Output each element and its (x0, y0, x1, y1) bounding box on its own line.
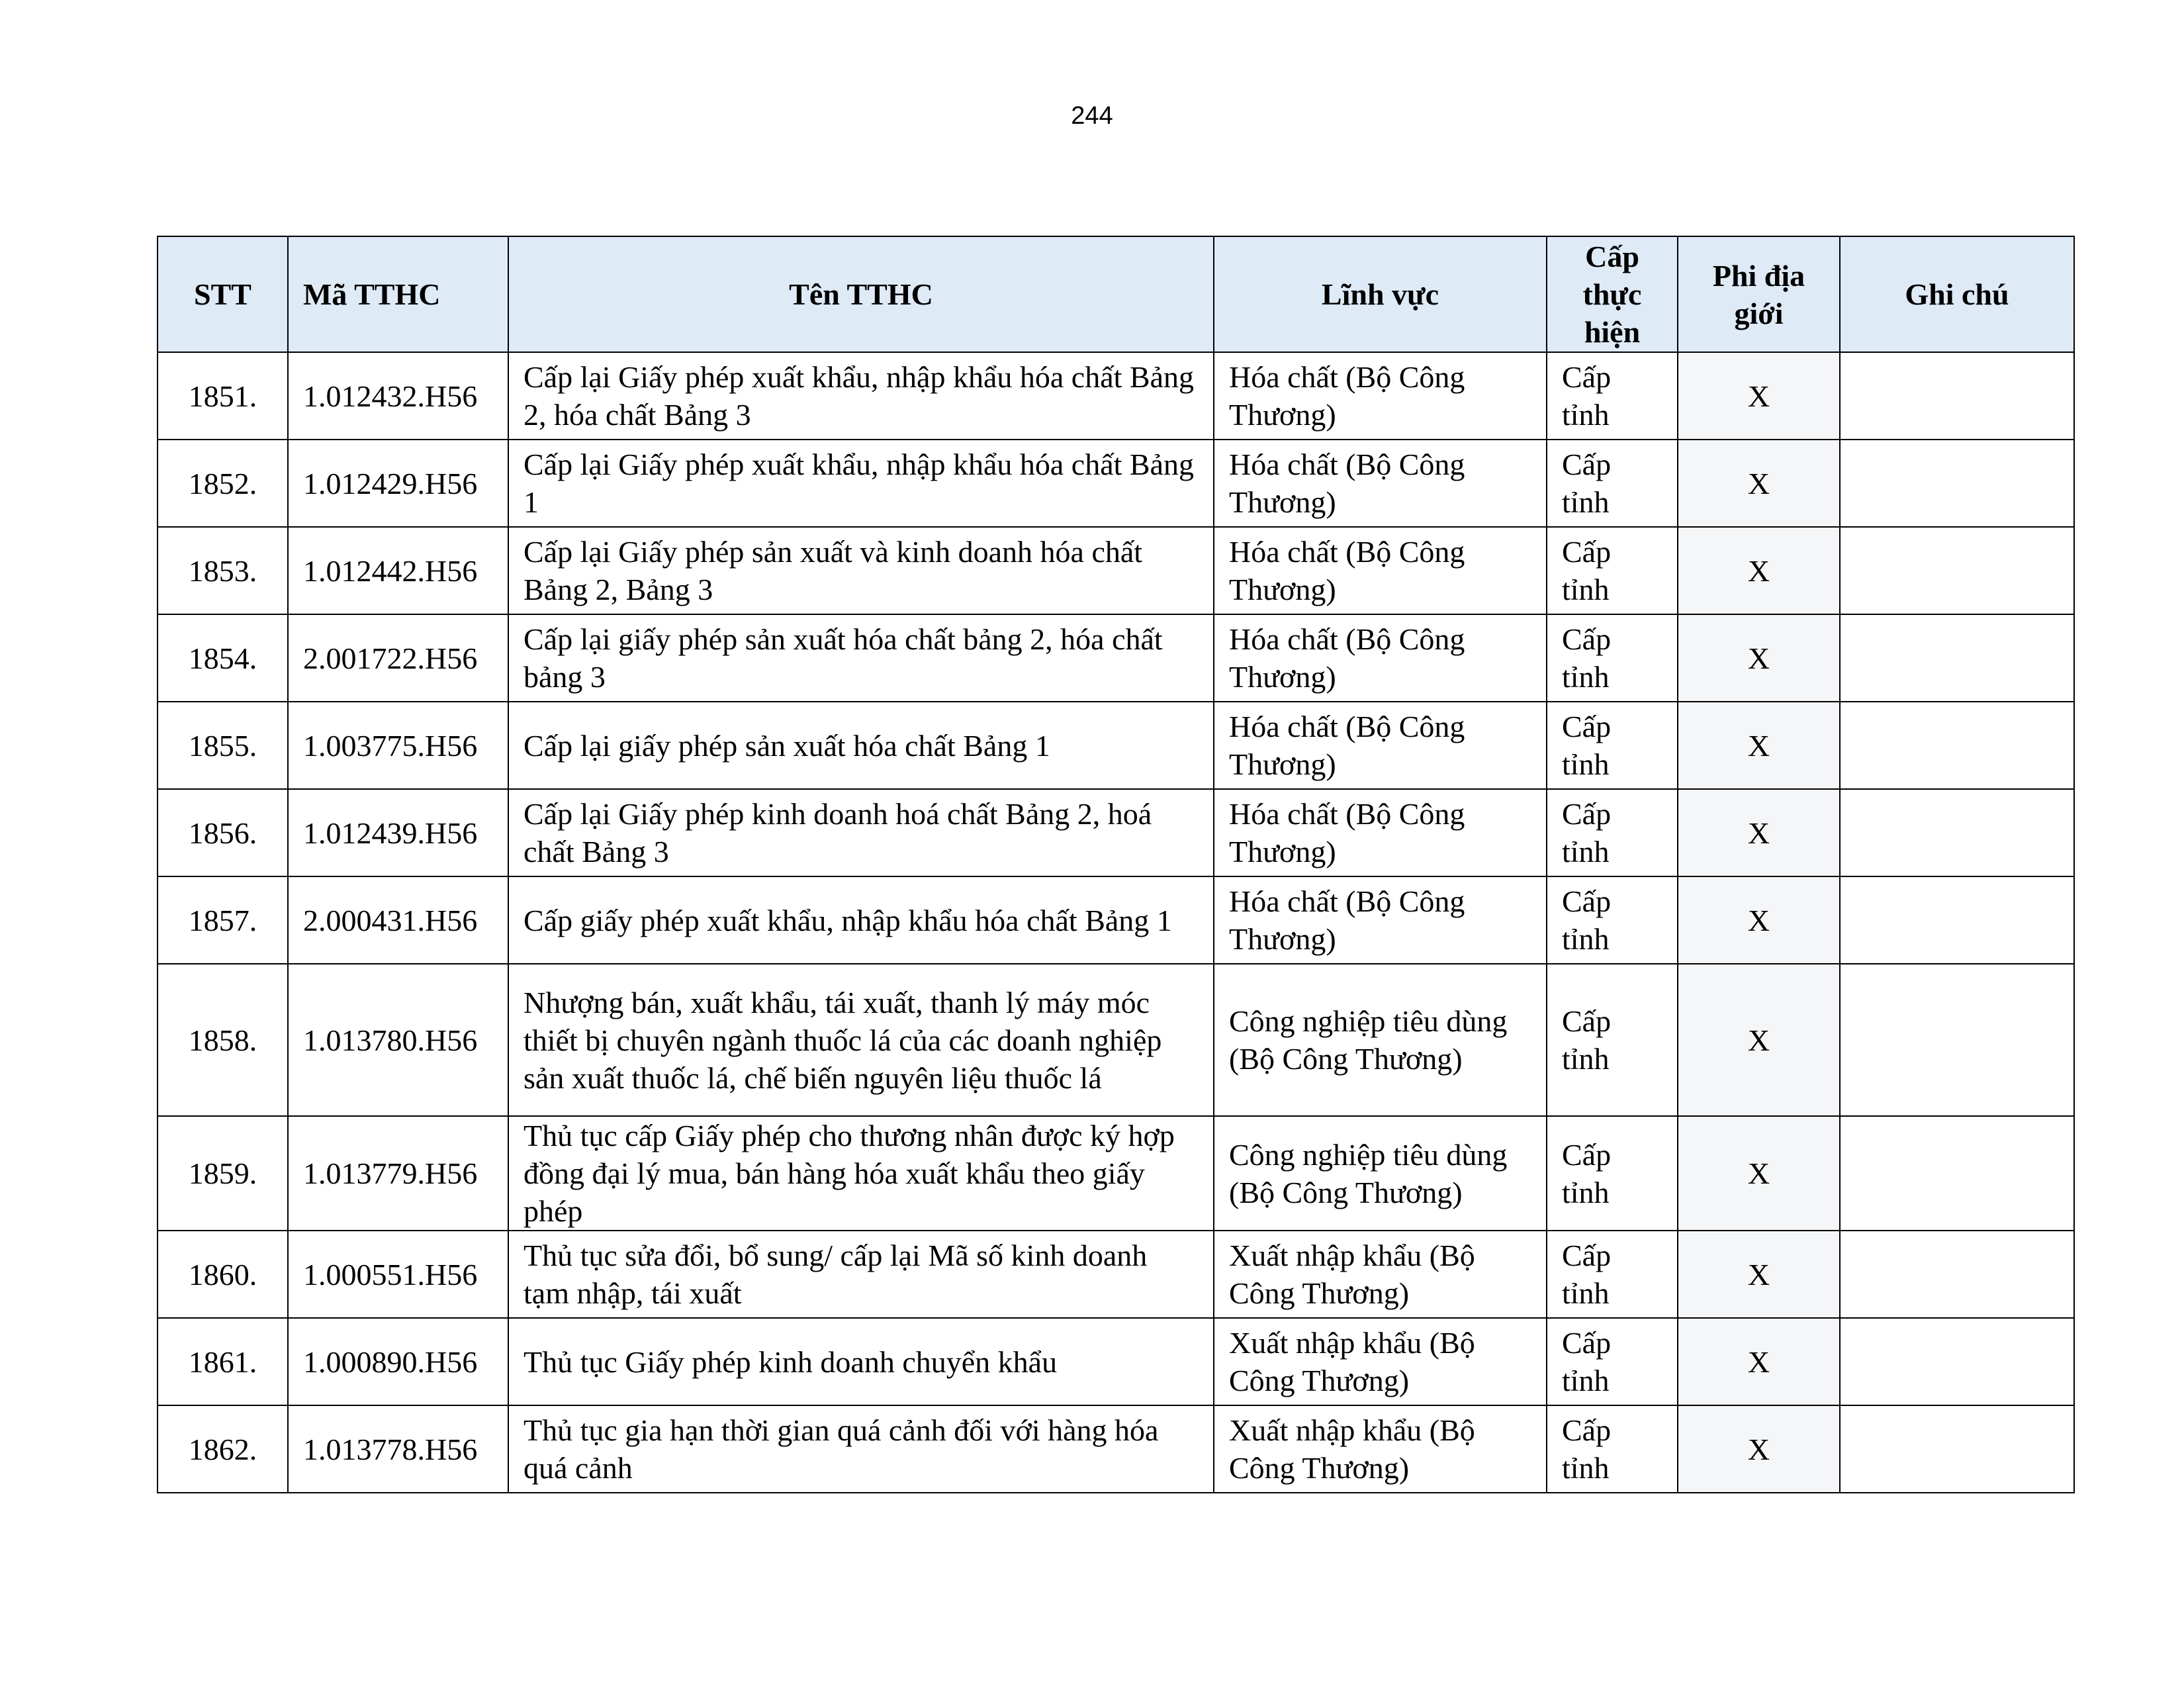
cell-level: Cấp tỉnh (1547, 527, 1678, 614)
cell-field: Xuất nhập khẩu (Bộ Công Thương) (1214, 1318, 1547, 1405)
cell-code: 2.001722.H56 (288, 614, 508, 702)
table-row (158, 876, 2074, 964)
cell-note (1840, 440, 2074, 527)
cell-level: Cấp tỉnh (1547, 1116, 1678, 1231)
cell-stt: 1858. (158, 964, 288, 1116)
table-row (158, 1231, 2074, 1318)
page-number: 244 (1071, 102, 1113, 130)
table-row (158, 964, 2074, 1116)
cell-level: Cấp tỉnh (1547, 789, 1678, 876)
cell-non-border: X (1678, 1318, 1840, 1405)
cell-stt: 1853. (158, 527, 288, 614)
cell-non-border: X (1678, 789, 1840, 876)
cell-note (1840, 876, 2074, 964)
cell-note (1840, 614, 2074, 702)
cell-note (1840, 702, 2074, 789)
cell-name: Cấp lại Giấy phép sản xuất và kinh doanh hóa chất Bảng 2, Bảng 3 (508, 527, 1214, 614)
cell-note (1840, 1116, 2074, 1231)
cell-non-border: X (1678, 1231, 1840, 1318)
cell-stt: 1862. (158, 1405, 288, 1493)
table-row (158, 702, 2074, 789)
cell-code: 1.012439.H56 (288, 789, 508, 876)
header-level: Cấp thực hiện (1547, 236, 1678, 352)
table-row (158, 789, 2074, 876)
cell-field: Xuất nhập khẩu (Bộ Công Thương) (1214, 1405, 1547, 1493)
cell-code: 2.000431.H56 (288, 876, 508, 964)
table-row (158, 527, 2074, 614)
cell-name: Nhượng bán, xuất khẩu, tái xuất, thanh lý máy móc thiết bị chuyên ngành thuốc lá của các doanh nghiệp sản xuất thuốc lá, chế biến nguyên liệu thuốc lá (508, 964, 1214, 1116)
header-note: Ghi chú (1840, 236, 2074, 352)
header-non-border: Phi địa giới (1678, 236, 1840, 352)
cell-field: Hóa chất (Bộ Công Thương) (1214, 440, 1547, 527)
table-row (158, 352, 2074, 440)
cell-field: Công nghiệp tiêu dùng (Bộ Công Thương) (1214, 964, 1547, 1116)
cell-non-border: X (1678, 440, 1840, 527)
cell-note (1840, 1405, 2074, 1493)
cell-non-border: X (1678, 964, 1840, 1116)
cell-non-border: X (1678, 527, 1840, 614)
cell-non-border: X (1678, 1405, 1840, 1493)
cell-name: Cấp giấy phép xuất khẩu, nhập khẩu hóa chất Bảng 1 (508, 876, 1214, 964)
cell-note (1840, 527, 2074, 614)
cell-level: Cấp tỉnh (1547, 964, 1678, 1116)
cell-code: 1.003775.H56 (288, 702, 508, 789)
table-row (158, 440, 2074, 527)
cell-level: Cấp tỉnh (1547, 1231, 1678, 1318)
table-row (158, 1116, 2074, 1231)
cell-name: Thủ tục cấp Giấy phép cho thương nhân được ký hợp đồng đại lý mua, bán hàng hóa xuất khẩu theo giấy phép (508, 1116, 1214, 1231)
cell-level: Cấp tỉnh (1547, 1318, 1678, 1405)
table-row (158, 614, 2074, 702)
header-field: Lĩnh vực (1214, 236, 1547, 352)
cell-level: Cấp tỉnh (1547, 876, 1678, 964)
cell-level: Cấp tỉnh (1547, 1405, 1678, 1493)
cell-stt: 1852. (158, 440, 288, 527)
cell-field: Xuất nhập khẩu (Bộ Công Thương) (1214, 1231, 1547, 1318)
cell-code: 1.000890.H56 (288, 1318, 508, 1405)
cell-stt: 1854. (158, 614, 288, 702)
cell-field: Công nghiệp tiêu dùng (Bộ Công Thương) (1214, 1116, 1547, 1231)
table-row (158, 1405, 2074, 1493)
cell-code: 1.013779.H56 (288, 1116, 508, 1231)
cell-name: Cấp lại Giấy phép kinh doanh hoá chất Bảng 2, hoá chất Bảng 3 (508, 789, 1214, 876)
cell-field: Hóa chất (Bộ Công Thương) (1214, 352, 1547, 440)
cell-code: 1.012429.H56 (288, 440, 508, 527)
cell-name: Thủ tục gia hạn thời gian quá cảnh đối với hàng hóa quá cảnh (508, 1405, 1214, 1493)
cell-note (1840, 352, 2074, 440)
cell-name: Cấp lại Giấy phép xuất khẩu, nhập khẩu hóa chất Bảng 1 (508, 440, 1214, 527)
cell-level: Cấp tỉnh (1547, 440, 1678, 527)
cell-name: Cấp lại Giấy phép xuất khẩu, nhập khẩu hóa chất Bảng 2, hóa chất Bảng 3 (508, 352, 1214, 440)
cell-stt: 1855. (158, 702, 288, 789)
cell-name: Thủ tục sửa đổi, bổ sung/ cấp lại Mã số kinh doanh tạm nhập, tái xuất (508, 1231, 1214, 1318)
cell-level: Cấp tỉnh (1547, 352, 1678, 440)
cell-stt: 1861. (158, 1318, 288, 1405)
cell-non-border: X (1678, 614, 1840, 702)
cell-name: Cấp lại giấy phép sản xuất hóa chất Bảng 1 (508, 702, 1214, 789)
cell-code: 1.012432.H56 (288, 352, 508, 440)
cell-stt: 1856. (158, 789, 288, 876)
cell-level: Cấp tỉnh (1547, 702, 1678, 789)
procedures-table (157, 236, 2075, 1493)
cell-code: 1.000551.H56 (288, 1231, 508, 1318)
cell-name: Cấp lại giấy phép sản xuất hóa chất bảng 2, hóa chất bảng 3 (508, 614, 1214, 702)
cell-non-border: X (1678, 1116, 1840, 1231)
cell-stt: 1859. (158, 1116, 288, 1231)
header-stt: STT (158, 236, 288, 352)
cell-non-border: X (1678, 352, 1840, 440)
table-row (158, 1318, 2074, 1405)
cell-field: Hóa chất (Bộ Công Thương) (1214, 702, 1547, 789)
cell-non-border: X (1678, 876, 1840, 964)
cell-name: Thủ tục Giấy phép kinh doanh chuyển khẩu (508, 1318, 1214, 1405)
cell-field: Hóa chất (Bộ Công Thương) (1214, 527, 1547, 614)
cell-code: 1.013778.H56 (288, 1405, 508, 1493)
cell-field: Hóa chất (Bộ Công Thương) (1214, 614, 1547, 702)
cell-note (1840, 964, 2074, 1116)
header-row (158, 236, 2074, 352)
cell-stt: 1851. (158, 352, 288, 440)
cell-field: Hóa chất (Bộ Công Thương) (1214, 789, 1547, 876)
header-code: Mã TTHC (288, 236, 508, 352)
cell-non-border: X (1678, 702, 1840, 789)
cell-note (1840, 789, 2074, 876)
cell-code: 1.012442.H56 (288, 527, 508, 614)
cell-note (1840, 1318, 2074, 1405)
cell-stt: 1860. (158, 1231, 288, 1318)
cell-code: 1.013780.H56 (288, 964, 508, 1116)
cell-level: Cấp tỉnh (1547, 614, 1678, 702)
cell-stt: 1857. (158, 876, 288, 964)
cell-note (1840, 1231, 2074, 1318)
header-name: Tên TTHC (508, 236, 1214, 352)
cell-field: Hóa chất (Bộ Công Thương) (1214, 876, 1547, 964)
